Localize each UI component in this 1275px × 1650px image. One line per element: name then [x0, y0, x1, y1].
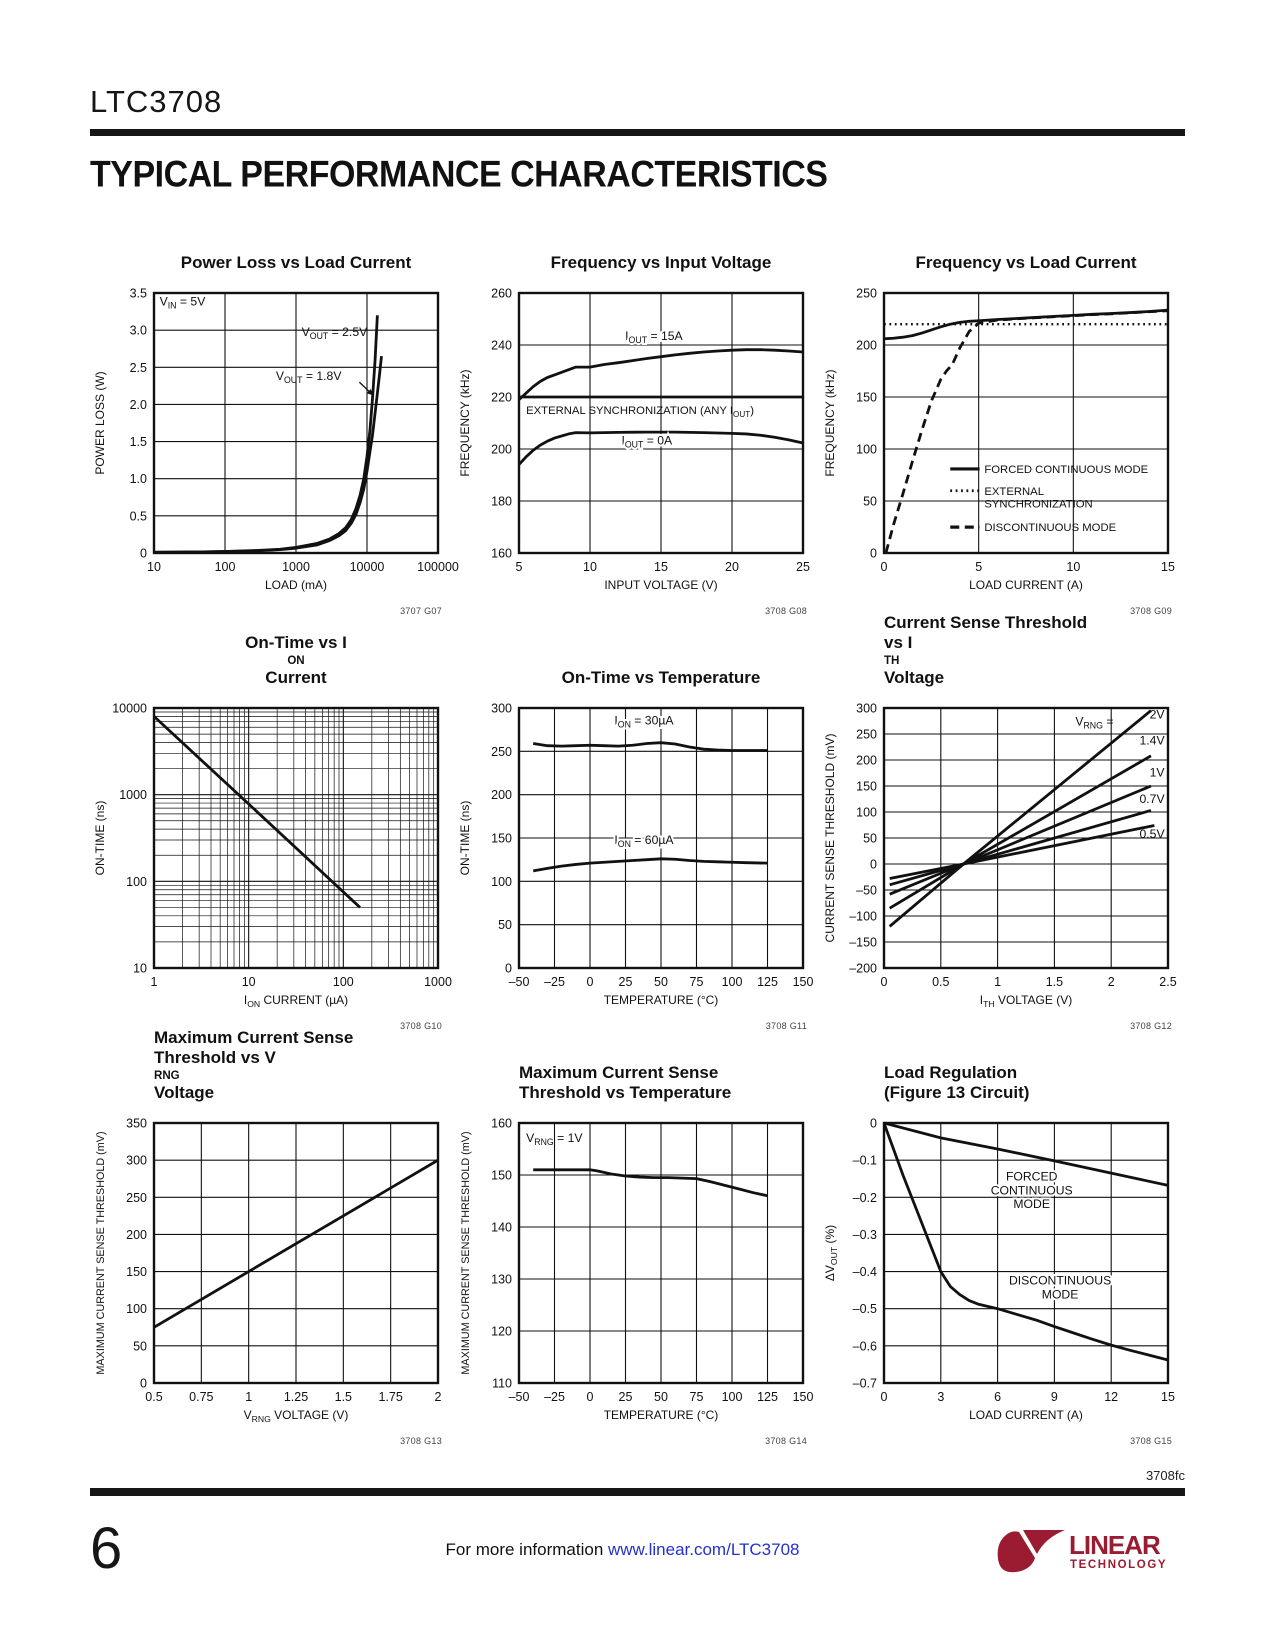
svg-text:160: 160	[491, 546, 512, 561]
svg-text:350: 350	[126, 1116, 147, 1131]
svg-text:1000: 1000	[282, 560, 310, 574]
svg-text:1.5: 1.5	[129, 435, 147, 450]
svg-text:–25: –25	[544, 1390, 565, 1404]
graph-id: 3707 G07	[400, 606, 442, 616]
svg-text:150: 150	[792, 1390, 814, 1404]
chart-title: Maximum Current Sense Threshold vs Temperature	[519, 1062, 732, 1103]
svg-text:1.25: 1.25	[283, 1390, 309, 1404]
svg-text:0.5: 0.5	[145, 1390, 163, 1404]
chart-plot	[820, 696, 1176, 1018]
svg-text:100: 100	[721, 1390, 743, 1404]
svg-text:ION = 60µA: $I_{ON} = 60\mu A$	[614, 833, 674, 850]
svg-text:EXTERNAL SYNCHRONIZATION (ANY: EXTERNAL SYNCHRONIZATION (ANY $I_{OUT}$)	[526, 404, 754, 419]
page-footer	[90, 1468, 1185, 1587]
svg-text:–0.4: –0.4	[852, 1265, 877, 1280]
chart-title: On-Time vs I ON Current	[245, 633, 347, 688]
svg-text:15: 15	[1161, 560, 1175, 574]
svg-text:1V: 1V	[1149, 765, 1165, 780]
svg-text:12: 12	[1104, 1390, 1119, 1404]
chart-title: Frequency vs Load Current	[915, 253, 1137, 273]
svg-text:0: 0	[870, 857, 877, 872]
svg-text:9: 9	[1050, 1390, 1058, 1404]
svg-text:–25: –25	[544, 975, 565, 989]
chart-plot	[455, 696, 814, 1018]
svg-text:240: 240	[491, 338, 512, 353]
svg-text:2: 2	[1107, 975, 1115, 989]
svg-text:–150: –150	[849, 935, 877, 950]
svg-text:200: 200	[856, 338, 877, 353]
svg-text:2.5: 2.5	[1159, 975, 1177, 989]
svg-text:300: 300	[491, 701, 512, 716]
svg-text:100: 100	[856, 805, 877, 820]
svg-text:DISCONTINUOUSMODE: DISCONTINUOUS MODE	[1008, 1273, 1112, 1302]
svg-text:10: 10	[1066, 560, 1081, 574]
chart-frequency-vs-input-voltage	[455, 227, 820, 616]
svg-text:–0.2: –0.2	[852, 1190, 877, 1205]
svg-text:–0.1: –0.1	[852, 1153, 877, 1168]
svg-text:3.5: 3.5	[129, 286, 147, 301]
svg-text:50: 50	[498, 918, 512, 933]
chart-plot	[455, 281, 811, 603]
svg-text:VOUT = 1.8V: $V_{OUT} = 1.8V$	[275, 368, 342, 385]
svg-text:100: 100	[491, 874, 512, 889]
chart-load-regulation	[820, 1057, 1185, 1446]
svg-text:INPUT VOLTAGE (V): INPUT VOLTAGE (V)	[604, 578, 718, 592]
svg-text:150: 150	[856, 779, 877, 794]
svg-text:FREQUENCY (kHz): FREQUENCY (kHz)	[823, 369, 837, 477]
svg-text:100: 100	[856, 442, 877, 457]
svg-text:–100: –100	[849, 909, 877, 924]
chart-title: Power Loss vs Load Current	[180, 253, 412, 273]
svg-text:100: 100	[332, 975, 354, 989]
svg-text:25: 25	[618, 975, 633, 989]
svg-text:1: 1	[150, 975, 158, 989]
svg-text:IOUT = 15A: $I_{OUT} = 15A$	[625, 328, 683, 345]
svg-text:0.5: 0.5	[129, 509, 147, 524]
svg-text:–0.5: –0.5	[852, 1302, 877, 1317]
chart-title: Maximum Current Sense Threshold vs V RNG Voltage	[154, 1027, 354, 1103]
svg-text:1: 1	[245, 1390, 253, 1404]
graph-id: 3708 G11	[765, 1021, 807, 1031]
charts-grid	[90, 227, 1185, 1446]
linear-technology-logo	[995, 1524, 1185, 1587]
svg-text:25: 25	[618, 1390, 633, 1404]
svg-text:150: 150	[491, 1168, 512, 1183]
graph-id: 3708 G09	[1130, 606, 1172, 616]
header-rule	[90, 129, 1185, 136]
svg-text:3.0: 3.0	[129, 323, 147, 338]
svg-text:125: 125	[757, 1390, 778, 1404]
svg-text:0: 0	[880, 1390, 888, 1404]
svg-text:200: 200	[491, 442, 512, 457]
svg-text:10: 10	[147, 560, 161, 574]
svg-text:2: 2	[434, 1390, 442, 1404]
chart-plot	[455, 1111, 814, 1433]
svg-text:50: 50	[863, 494, 877, 509]
svg-text:VRNG VOLTAGE (V): $V_{RNG}$ VOLTAGE (V)	[243, 1408, 349, 1424]
svg-text:100: 100	[214, 560, 236, 574]
svg-text:1.5: 1.5	[1045, 975, 1064, 989]
chart-current-sense-threshold-vs-ith	[820, 612, 1185, 1031]
graph-id: 3708 G14	[765, 1436, 807, 1446]
svg-text:50: 50	[863, 831, 877, 846]
svg-text:–0.6: –0.6	[852, 1339, 877, 1354]
svg-text:75: 75	[689, 1390, 704, 1404]
svg-text:150: 150	[856, 390, 877, 405]
svg-text:5: 5	[975, 560, 983, 574]
svg-text:MAXIMUM CURRENT SENSE THRESHOL: MAXIMUM CURRENT SENSE THRESHOLD (mV)	[460, 1131, 472, 1375]
chart-plot	[90, 281, 459, 603]
svg-text:VRNG = 1V: $V_{RNG} = 1V$	[526, 1131, 583, 1148]
chart-title: Current Sense Threshold vs I TH Voltage	[884, 612, 1088, 688]
svg-text:160: 160	[491, 1116, 512, 1131]
svg-text:MAXIMUM CURRENT SENSE THRESHOL: MAXIMUM CURRENT SENSE THRESHOLD (mV)	[95, 1131, 107, 1375]
graph-id: 3708 G15	[1130, 1436, 1172, 1446]
svg-text:0.5: 0.5	[932, 975, 950, 989]
svg-text:10: 10	[583, 560, 597, 574]
page-number: 6	[90, 1516, 123, 1581]
svg-text:220: 220	[491, 390, 512, 405]
svg-text:250: 250	[126, 1190, 147, 1205]
svg-text:0: 0	[140, 546, 147, 561]
chart-plot	[90, 696, 452, 1018]
svg-text:300: 300	[856, 701, 877, 716]
svg-text:20: 20	[725, 560, 739, 574]
svg-text:LOAD (mA): LOAD (mA)	[264, 578, 328, 592]
svg-text:ON-TIME (ns): ON-TIME (ns)	[458, 800, 472, 876]
chart-title: On-Time vs Temperature	[561, 668, 761, 688]
svg-text:110: 110	[492, 1376, 512, 1391]
svg-text:50: 50	[654, 1390, 668, 1404]
chart-title: Load Regulation (Figure 13 Circuit)	[884, 1062, 1030, 1103]
graph-id: 3708 G12	[1130, 1021, 1172, 1031]
part-number: LTC3708	[90, 84, 223, 119]
svg-text:10000: 10000	[349, 560, 385, 574]
footer-info-text: For more information	[445, 1540, 608, 1559]
chart-plot	[820, 1111, 1176, 1433]
svg-text:250: 250	[491, 744, 512, 759]
svg-text:0.5V: 0.5V	[1139, 827, 1165, 841]
footer-rule	[90, 1488, 1185, 1496]
svg-text:50: 50	[654, 975, 668, 989]
svg-text:150: 150	[792, 975, 814, 989]
chart-power-loss	[90, 227, 459, 616]
svg-text:10: 10	[241, 975, 256, 989]
graph-id: 3708 G13	[400, 1436, 442, 1446]
svg-text:1000: 1000	[119, 788, 147, 803]
graph-id: 3708 G10	[400, 1021, 442, 1031]
svg-text:ΔVOUT (%): $\Delta V_{OUT}$ (%)	[823, 1224, 839, 1282]
logo-brand-bottom: TECHNOLOGY	[1070, 1559, 1168, 1571]
svg-text:VIN = 5V: $V_{IN} = 5V$	[159, 294, 206, 311]
svg-text:–50: –50	[508, 1390, 530, 1404]
svg-text:250: 250	[856, 286, 877, 301]
svg-text:75: 75	[689, 975, 704, 989]
svg-text:140: 140	[491, 1220, 512, 1235]
svg-text:POWER LOSS (W): POWER LOSS (W)	[93, 371, 107, 475]
svg-text:15: 15	[1161, 1390, 1175, 1404]
chart-title: Frequency vs Input Voltage	[550, 253, 772, 273]
svg-text:CURRENT SENSE THRESHOLD (mV): CURRENT SENSE THRESHOLD (mV)	[823, 733, 837, 943]
svg-text:VRNG =: $V_{RNG}$ =	[1075, 714, 1114, 731]
svg-text:1.0: 1.0	[129, 472, 147, 487]
svg-text:120: 120	[491, 1324, 512, 1339]
svg-text:2V: 2V	[1149, 707, 1165, 722]
svg-text:DISCONTINUOUS MODE: DISCONTINUOUS MODE	[984, 522, 1117, 535]
footer-info	[250, 1540, 995, 1560]
svg-text:3: 3	[937, 1390, 945, 1404]
svg-text:FORCEDCONTINUOUSMODE: FORCED CONTINUOUS MODE	[990, 1169, 1073, 1211]
svg-text:10000: 10000	[112, 701, 147, 716]
svg-text:0: 0	[140, 1376, 147, 1391]
svg-text:ION CURRENT (µA): $I_{ON}$ CURRENT (µA)	[243, 993, 349, 1009]
svg-text:–50: –50	[856, 883, 877, 898]
svg-text:100: 100	[126, 1302, 147, 1317]
svg-text:0: 0	[880, 560, 888, 574]
svg-text:100: 100	[721, 975, 743, 989]
svg-text:0: 0	[586, 975, 594, 989]
logo-graphic	[995, 1524, 1185, 1582]
svg-text:250: 250	[856, 727, 877, 742]
svg-text:2.5: 2.5	[129, 360, 147, 375]
chart-plot	[820, 281, 1176, 603]
svg-text:0.75: 0.75	[189, 1390, 214, 1404]
section-title: TYPICAL PERFORMANCE CHARACTERISTICS	[90, 154, 828, 196]
svg-text:0.7V: 0.7V	[1139, 792, 1165, 807]
svg-text:ION = 30µA: $I_{ON} = 30\mu A$	[614, 713, 674, 730]
svg-text:EXTERNALSYNCHRONIZATION: EXTERNAL SYNCHRONIZATION	[984, 485, 1093, 511]
svg-text:150: 150	[126, 1265, 147, 1280]
svg-text:TEMPERATURE (°C): TEMPERATURE (°C)	[603, 1408, 719, 1422]
svg-text:100000: 100000	[417, 560, 459, 574]
svg-text:–0.7: –0.7	[852, 1376, 877, 1391]
chart-max-sense-vs-temperature	[455, 1057, 820, 1446]
svg-text:125: 125	[757, 975, 778, 989]
svg-text:FREQUENCY (kHz): FREQUENCY (kHz)	[458, 369, 472, 477]
svg-text:200: 200	[856, 753, 877, 768]
chart-on-time-vs-temperature	[455, 642, 820, 1031]
graph-id: 3708 G08	[765, 606, 807, 616]
svg-text:200: 200	[126, 1227, 147, 1242]
footer-link[interactable]: www.linear.com/LTC3708	[608, 1540, 800, 1559]
svg-text:1: 1	[994, 975, 1002, 989]
svg-text:0: 0	[880, 975, 888, 989]
svg-text:ITH VOLTAGE (V): $I_{TH}$ VOLTAGE (V)	[979, 993, 1073, 1009]
doc-code: 3708fc	[1145, 1468, 1185, 1483]
svg-text:0: 0	[505, 961, 512, 976]
page-header	[90, 84, 1185, 196]
svg-text:150: 150	[491, 831, 512, 846]
svg-text:–50: –50	[508, 975, 530, 989]
svg-text:1.5: 1.5	[334, 1390, 353, 1404]
svg-text:TEMPERATURE (°C): TEMPERATURE (°C)	[603, 993, 719, 1007]
svg-text:0: 0	[586, 1390, 594, 1404]
svg-text:260: 260	[491, 286, 512, 301]
svg-text:180: 180	[491, 494, 512, 509]
logo-brand-top: LINEAR	[1069, 1530, 1160, 1560]
chart-on-time-vs-ion-current	[90, 633, 455, 1031]
svg-text:LOAD CURRENT (A): LOAD CURRENT (A)	[969, 1408, 1083, 1422]
svg-text:15: 15	[654, 560, 668, 574]
svg-text:ON-TIME (ns): ON-TIME (ns)	[93, 800, 107, 876]
svg-text:1000: 1000	[424, 975, 452, 989]
svg-text:200: 200	[491, 788, 512, 803]
svg-text:50: 50	[133, 1339, 147, 1354]
svg-text:IOUT = 0A: $I_{OUT} = 0A$	[621, 433, 673, 450]
svg-text:0: 0	[870, 1116, 877, 1131]
chart-max-sense-vs-vrng	[90, 1027, 455, 1446]
svg-text:0: 0	[870, 546, 877, 561]
svg-text:VOUT = 2.5V: $V_{OUT} = 2.5V$	[301, 325, 368, 342]
svg-text:130: 130	[491, 1272, 512, 1287]
svg-text:5: 5	[515, 560, 523, 574]
svg-text:1.4V: 1.4V	[1139, 733, 1165, 748]
svg-text:10: 10	[133, 961, 147, 976]
svg-text:2.0: 2.0	[129, 397, 147, 412]
svg-text:LOAD CURRENT (A): LOAD CURRENT (A)	[969, 578, 1083, 592]
svg-text:–0.3: –0.3	[852, 1227, 877, 1242]
svg-text:100: 100	[126, 874, 147, 889]
svg-text:25: 25	[796, 560, 810, 574]
svg-text:–200: –200	[849, 961, 877, 976]
svg-text:1.75: 1.75	[378, 1390, 403, 1404]
svg-text:FORCED CONTINUOUS MODE: FORCED CONTINUOUS MODE	[984, 463, 1149, 476]
chart-frequency-vs-load-current	[820, 227, 1185, 616]
svg-text:300: 300	[126, 1153, 147, 1168]
svg-text:6: 6	[994, 1390, 1002, 1404]
chart-plot	[90, 1111, 446, 1433]
